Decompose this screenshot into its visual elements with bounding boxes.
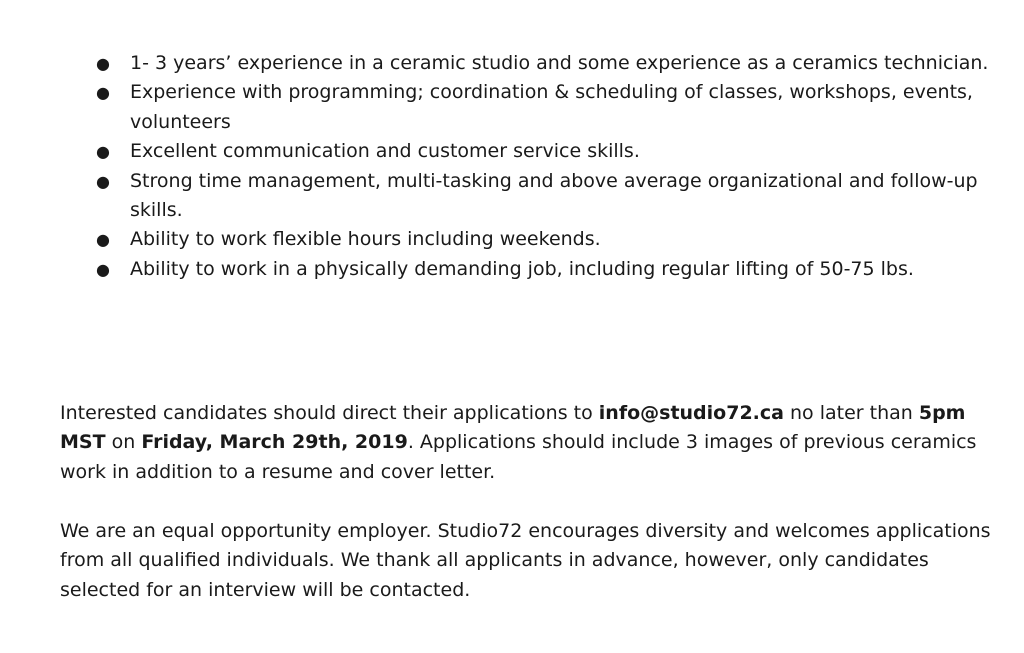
requirement-text: Experience with programming; coordination & scheduling of classes, workshops, events, volunteers: [130, 81, 973, 133]
requirement-item: [96, 255, 990, 284]
requirements-list: [96, 49, 990, 284]
requirement-item: [96, 49, 990, 78]
requirement-text: Excellent communication and customer service skills.: [130, 140, 640, 163]
bullet-icon: ●: [96, 171, 110, 191]
requirement-text: Strong time management, multi-tasking and above average organizational and follow-up skills.: [130, 169, 978, 222]
bullet-icon: ●: [96, 259, 110, 279]
deadline-time: 5pm MST: [60, 402, 966, 454]
application-deadline-prefix: no later than: [783, 402, 919, 424]
application-requirements: . Applications should include 3 images of previous ceramics work in addition to a resume and cover letter.: [60, 431, 977, 483]
requirement-text: Ability to work in a physically demanding job, including regular lifting of 50-75 lbs.: [130, 257, 914, 280]
application-instructions: [60, 399, 995, 487]
requirement-item: [96, 137, 990, 166]
bullet-icon: ●: [96, 230, 110, 250]
requirement-text: 1- 3 years’ experience in a ceramic studio and some experience as a ceramics technician.: [130, 52, 989, 74]
contact-email: info@studio72.ca: [598, 402, 784, 424]
equal-opportunity-statement: We are an equal opportunity employer. Studio72 encourages diversity and welcomes applications from all qualified individuals. We thank all applicants in advance, however, only candidates selected for an interview will be contacted.: [60, 520, 991, 601]
bullet-icon: ●: [96, 142, 110, 162]
requirement-item: [96, 167, 990, 226]
application-intro: Interested candidates should direct their applications to: [60, 402, 599, 424]
requirement-item: [96, 225, 990, 254]
application-on: on: [105, 431, 142, 454]
requirement-item: [96, 78, 990, 137]
bullet-icon: ●: [96, 83, 110, 103]
bullet-icon: ●: [96, 54, 110, 73]
deadline-date: Friday, March 29th, 2019: [141, 431, 408, 454]
requirement-text: Ability to work flexible hours including weekends.: [130, 228, 601, 251]
